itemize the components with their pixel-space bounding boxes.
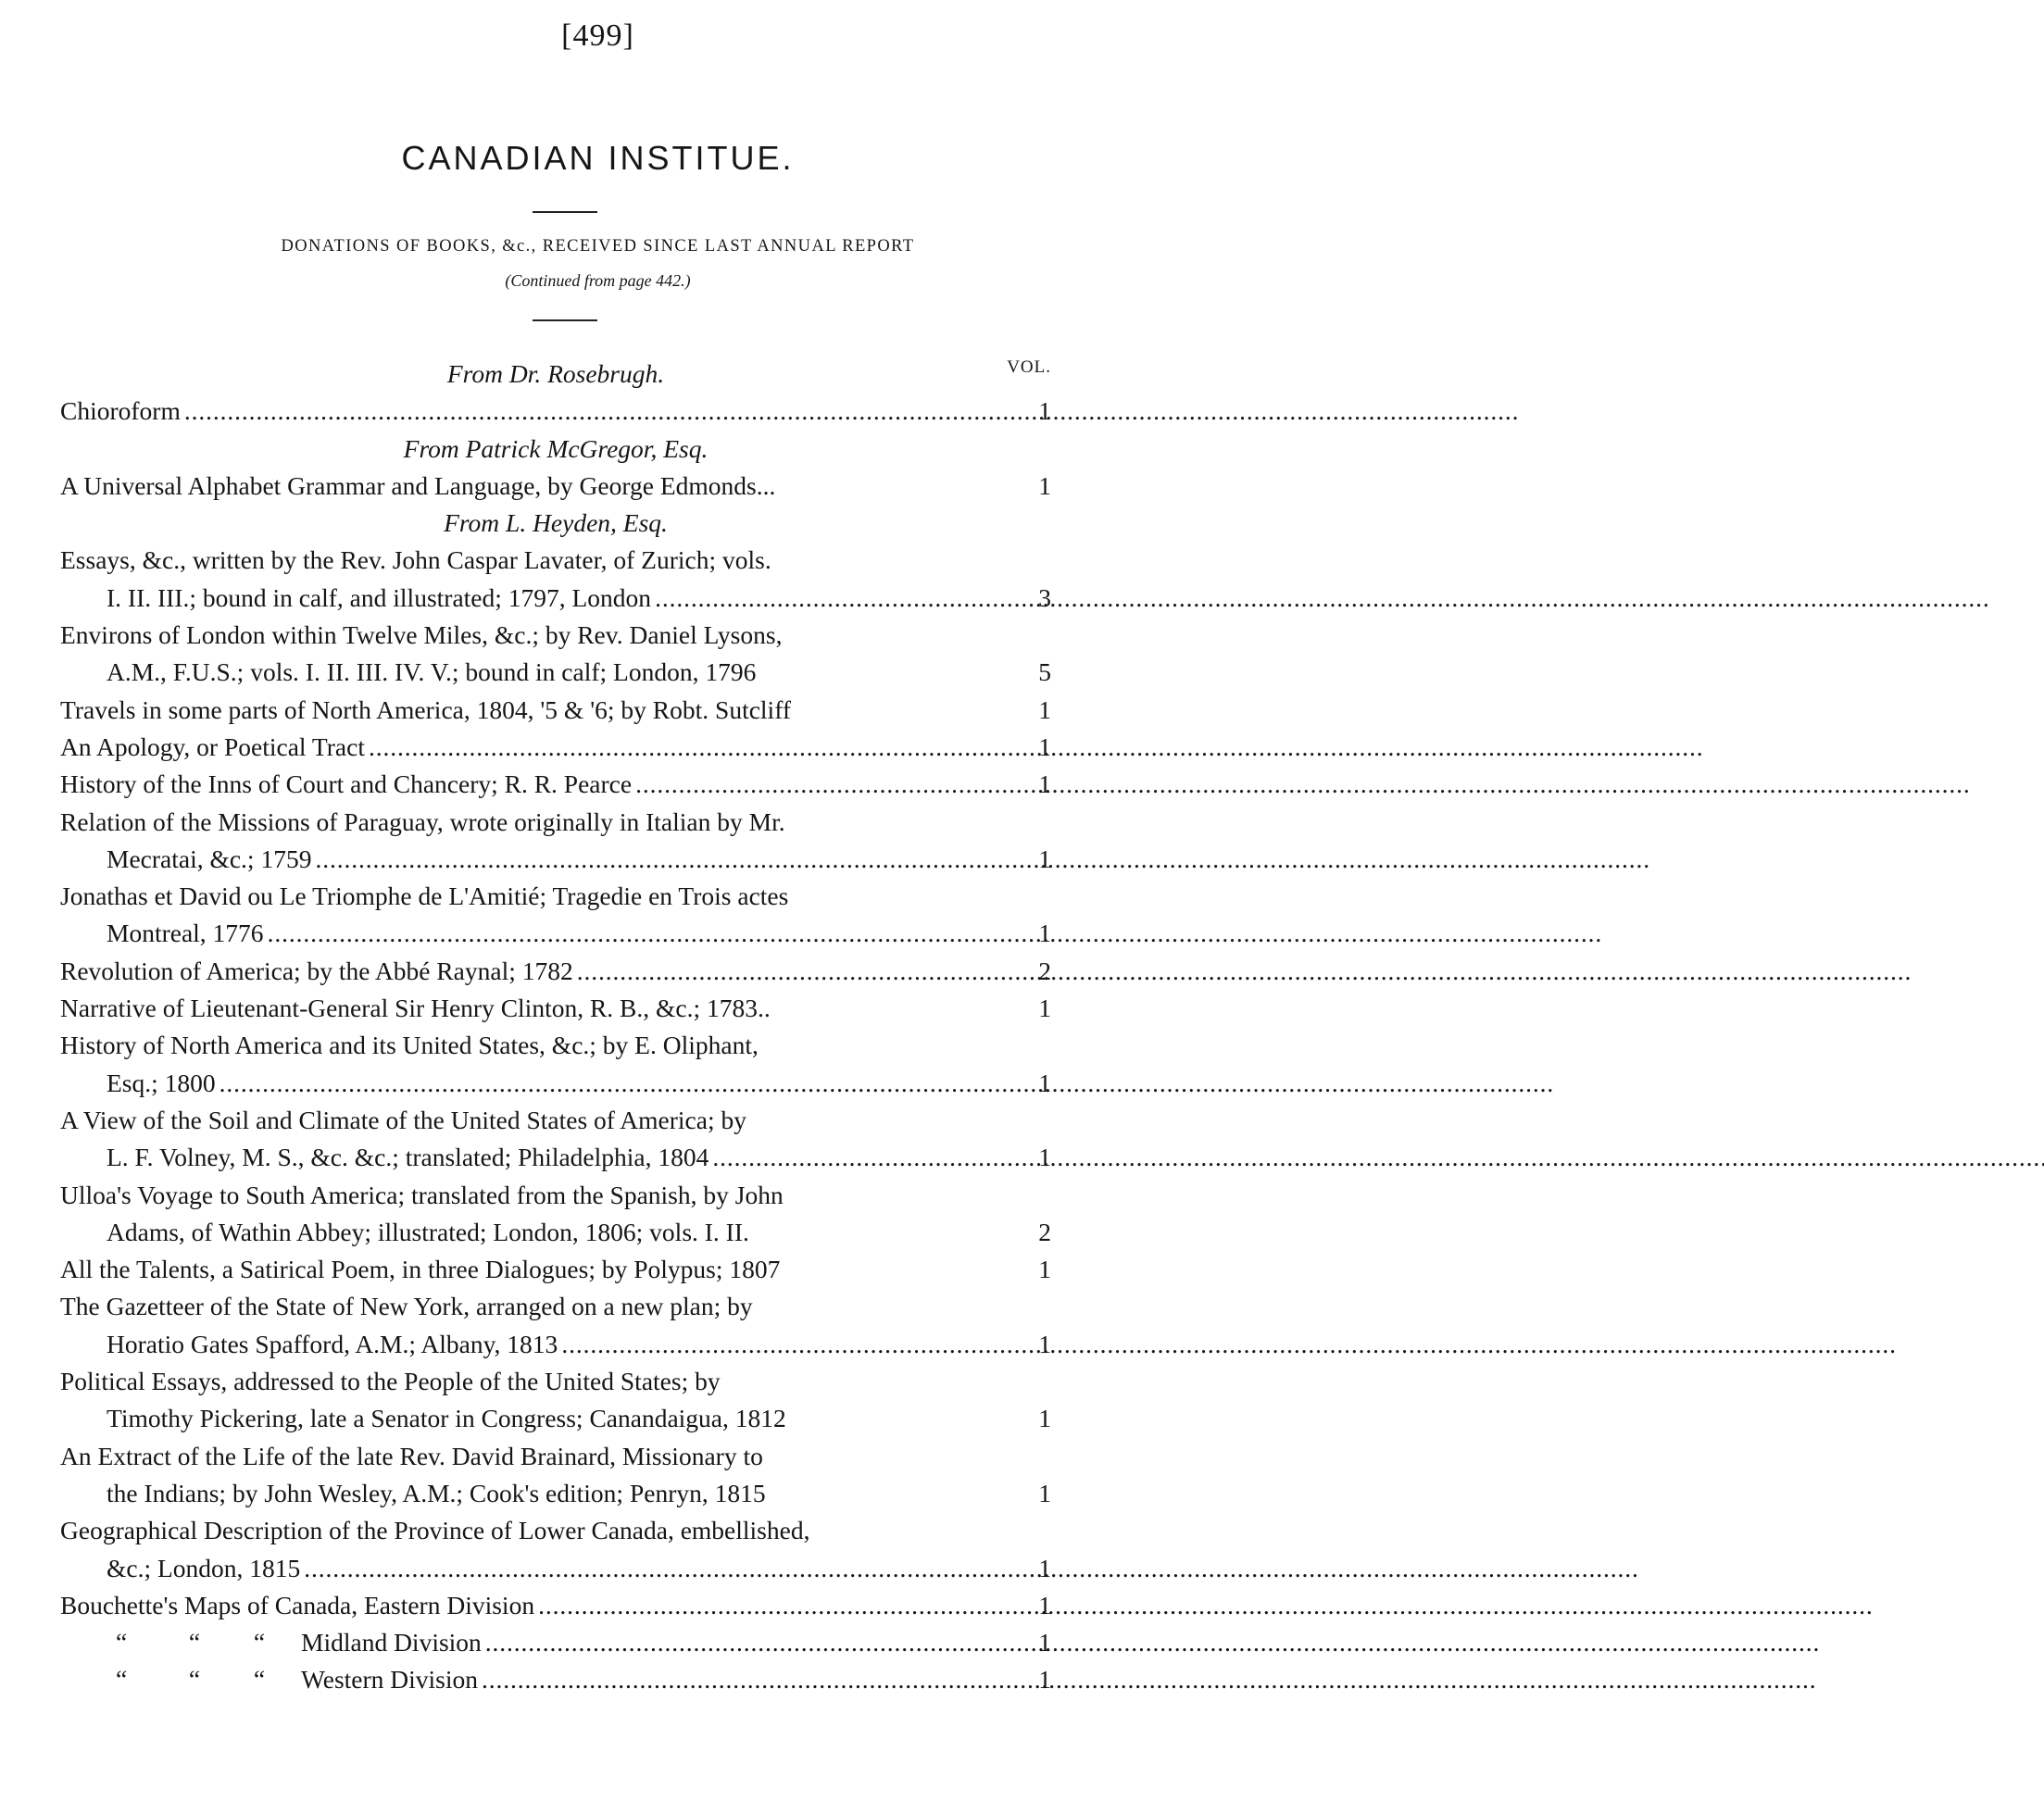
entry-text: All the Talents, a Satirical Poem, in three Dialogues; by Polypus; 1807 [60,1255,781,1284]
volume-count: 2 [1038,1217,1051,1246]
volume-count: 1 [1038,1143,1051,1172]
entry-text: Travels in some parts of North America, 1804, '5 & '6; by Robt. Sutcliff [60,694,792,724]
catalog-entry [60,1587,1051,1624]
volume-count: 1 [1038,994,1051,1023]
catalog-entry [60,1288,1051,1325]
catalog-entry [60,468,1051,505]
entry-text: the Indians; by John Wesley, A.M.; Cook's edition; Penryn, 1815 [107,1478,766,1507]
entry-text: A View of the Soil and Climate of the United States of America; by [60,1105,746,1134]
catalog-entry-continuation [60,1400,1051,1437]
catalog-entry [60,990,1051,1027]
entry-text: A.M., F.U.S.; vols. I. II. III. IV. V.; bound in calf; London, 1796 [107,657,757,687]
volume-count: 1 [1038,470,1051,500]
volume-count: 1 [1038,769,1051,799]
dot-leader [304,1550,1016,1587]
entry-text: Narrative of Lieutenant-General Sir Henry Clinton, R. B., &c.; 1783.. [60,994,771,1023]
entry-text: The Gazetteer of the State of New York, arranged on a new plan; by [60,1292,753,1321]
entry-text: Political Essays, addressed to the People of the United States; by [60,1367,721,1396]
dot-leader [712,1139,1016,1176]
catalog-entry [60,1363,1051,1400]
ditto-mark: “ [253,1628,266,1657]
catalog-entry-continuation [60,1139,1051,1176]
entry-text: Relation of the Missions of Paraguay, wrote originally in Italian by Mr. [60,806,785,836]
volume-count: 1 [1038,396,1051,426]
catalog-entry-continuation [60,841,1051,878]
volume-count: 5 [1038,657,1051,687]
entry-text: Montreal, 1776 [107,919,264,948]
donor-heading: From Dr. Rosebrugh. [446,359,665,388]
dot-leader [655,580,1016,617]
catalog-entry-continuation [60,915,1051,952]
dot-leader [315,841,1016,878]
entry-text: Horatio Gates Spafford, A.M.; Albany, 1813 [107,1329,558,1358]
catalog-entry [60,766,1051,803]
entry-text: An Extract of the Life of the late Rev. David Brainard, Missionary to [60,1441,763,1470]
catalog-entry-continuation [60,1326,1051,1363]
entry-text: Revolution of America; by the Abbé Raynal; 1782 [60,956,573,985]
catalog-entry-continuation [60,1214,1051,1251]
catalog-entry-continuation [60,1475,1051,1512]
subtitle-rule [533,319,597,321]
entry-text: Essays, &c., written by the Rev. John Caspar Lavater, of Zurich; vols. [60,545,771,575]
donation-catalog [60,356,1051,1699]
catalog-entry-ditto [60,1661,1051,1698]
entry-text: Midland Division [301,1628,482,1657]
ditto-mark: “ [253,1665,266,1694]
entry-text: Mecratai, &c.; 1759 [107,844,312,873]
dot-leader [561,1326,1016,1363]
catalog-entry-continuation [60,580,1051,617]
entry-text: History of the Inns of Court and Chancery; R. R. Pearce [60,769,633,799]
entry-text: Western Division [301,1665,479,1694]
ditto-marks [60,1624,482,1661]
volume-count: 1 [1038,731,1051,761]
entry-text: I. II. III.; bound in calf, and illustrated; 1797, London [107,582,652,612]
volume-count: 1 [1038,1478,1051,1507]
catalog-entry-continuation [60,1550,1051,1587]
ditto-mark: “ [116,1628,128,1657]
catalog-entry-continuation [60,654,1051,691]
page-title: CANADIAN INSTITUE. [401,139,795,177]
title-rule [533,211,597,213]
entry-text: Bouchette's Maps of Canada, Eastern Division [60,1590,535,1619]
ditto-mark: “ [188,1665,201,1694]
dot-leader [482,1661,1016,1698]
volume-count: 3 [1038,582,1051,612]
catalog-entry-ditto [60,1624,1051,1661]
catalog-entry [60,393,1051,430]
dot-leader [538,1587,1016,1624]
catalog-entry [60,1027,1051,1064]
donor-heading: From Patrick McGregor, Esq. [403,433,709,463]
entry-text: Jonathas et David ou Le Triomphe de L'Amitié; Tragedie en Trois actes [60,881,789,911]
volume-count: 1 [1038,1553,1051,1582]
dot-leader [268,915,1016,952]
volume-count: 1 [1038,1329,1051,1358]
entry-text: A Universal Alphabet Grammar and Language, by George Edmonds... [60,470,776,500]
volume-count: 2 [1038,956,1051,985]
volume-count: 1 [1038,1590,1051,1619]
catalog-entry [60,953,1051,990]
catalog-entry [60,692,1051,729]
catalog-entry [60,1512,1051,1549]
dot-leader [485,1624,1016,1661]
volume-count: 1 [1038,1068,1051,1097]
entry-text: Ulloa's Voyage to South America; translated from the Spanish, by John [60,1180,784,1209]
volume-count: 1 [1038,1665,1051,1694]
entry-text: Esq.; 1800 [107,1068,216,1097]
catalog-entry [60,1251,1051,1288]
entry-text: Adams, of Wathin Abbey; illustrated; London, 1806; vols. I. II. [107,1217,749,1246]
catalog-entry [60,542,1051,579]
entry-text: &c.; London, 1815 [107,1553,301,1582]
ditto-mark: “ [188,1628,201,1657]
dot-leader [219,1065,1016,1102]
volume-count: 1 [1038,694,1051,724]
subtitle: DONATIONS OF BOOKS, &c., RECEIVED SINCE LAST ANNUAL REPORT [281,237,915,256]
continued-note: (Continued from page 442.) [505,271,691,290]
catalog-entry [60,617,1051,654]
dot-leader [635,766,1016,803]
volume-count: 1 [1038,844,1051,873]
entry-text: Timothy Pickering, late a Senator in Congress; Canandaigua, 1812 [107,1404,786,1433]
catalog-entry [60,804,1051,841]
donor-heading: From L. Heyden, Esq. [444,508,668,538]
catalog-entry [60,878,1051,915]
entry-text: L. F. Volney, M. S., &c. &c.; translated; Philadelphia, 1804 [107,1143,709,1172]
volume-count: 1 [1038,1404,1051,1433]
entry-text: History of North America and its United States, &c.; by E. Oliphant, [60,1031,759,1060]
volume-count: 1 [1038,1255,1051,1284]
catalog-entry [60,1438,1051,1475]
vol-column-header: VOL. [1007,357,1051,377]
page-number: [499] [561,19,634,53]
volume-count: 1 [1038,1628,1051,1657]
catalog-entry-continuation [60,1065,1051,1102]
entry-text: Environs of London within Twelve Miles, &c.; by Rev. Daniel Lysons, [60,620,783,650]
entry-text: Geographical Description of the Province of Lower Canada, embellished, [60,1516,810,1545]
ditto-marks [60,1661,478,1698]
dot-leader [184,393,1016,430]
volume-count: 1 [1038,919,1051,948]
catalog-entry [60,729,1051,766]
catalog-entry [60,1177,1051,1214]
ditto-mark: “ [116,1665,128,1694]
entry-text: An Apology, or Poetical Tract [60,731,365,761]
catalog-entry [60,1102,1051,1139]
dot-leader [369,729,1016,766]
dot-leader [577,953,1016,990]
entry-text: Chioroform [60,396,181,426]
